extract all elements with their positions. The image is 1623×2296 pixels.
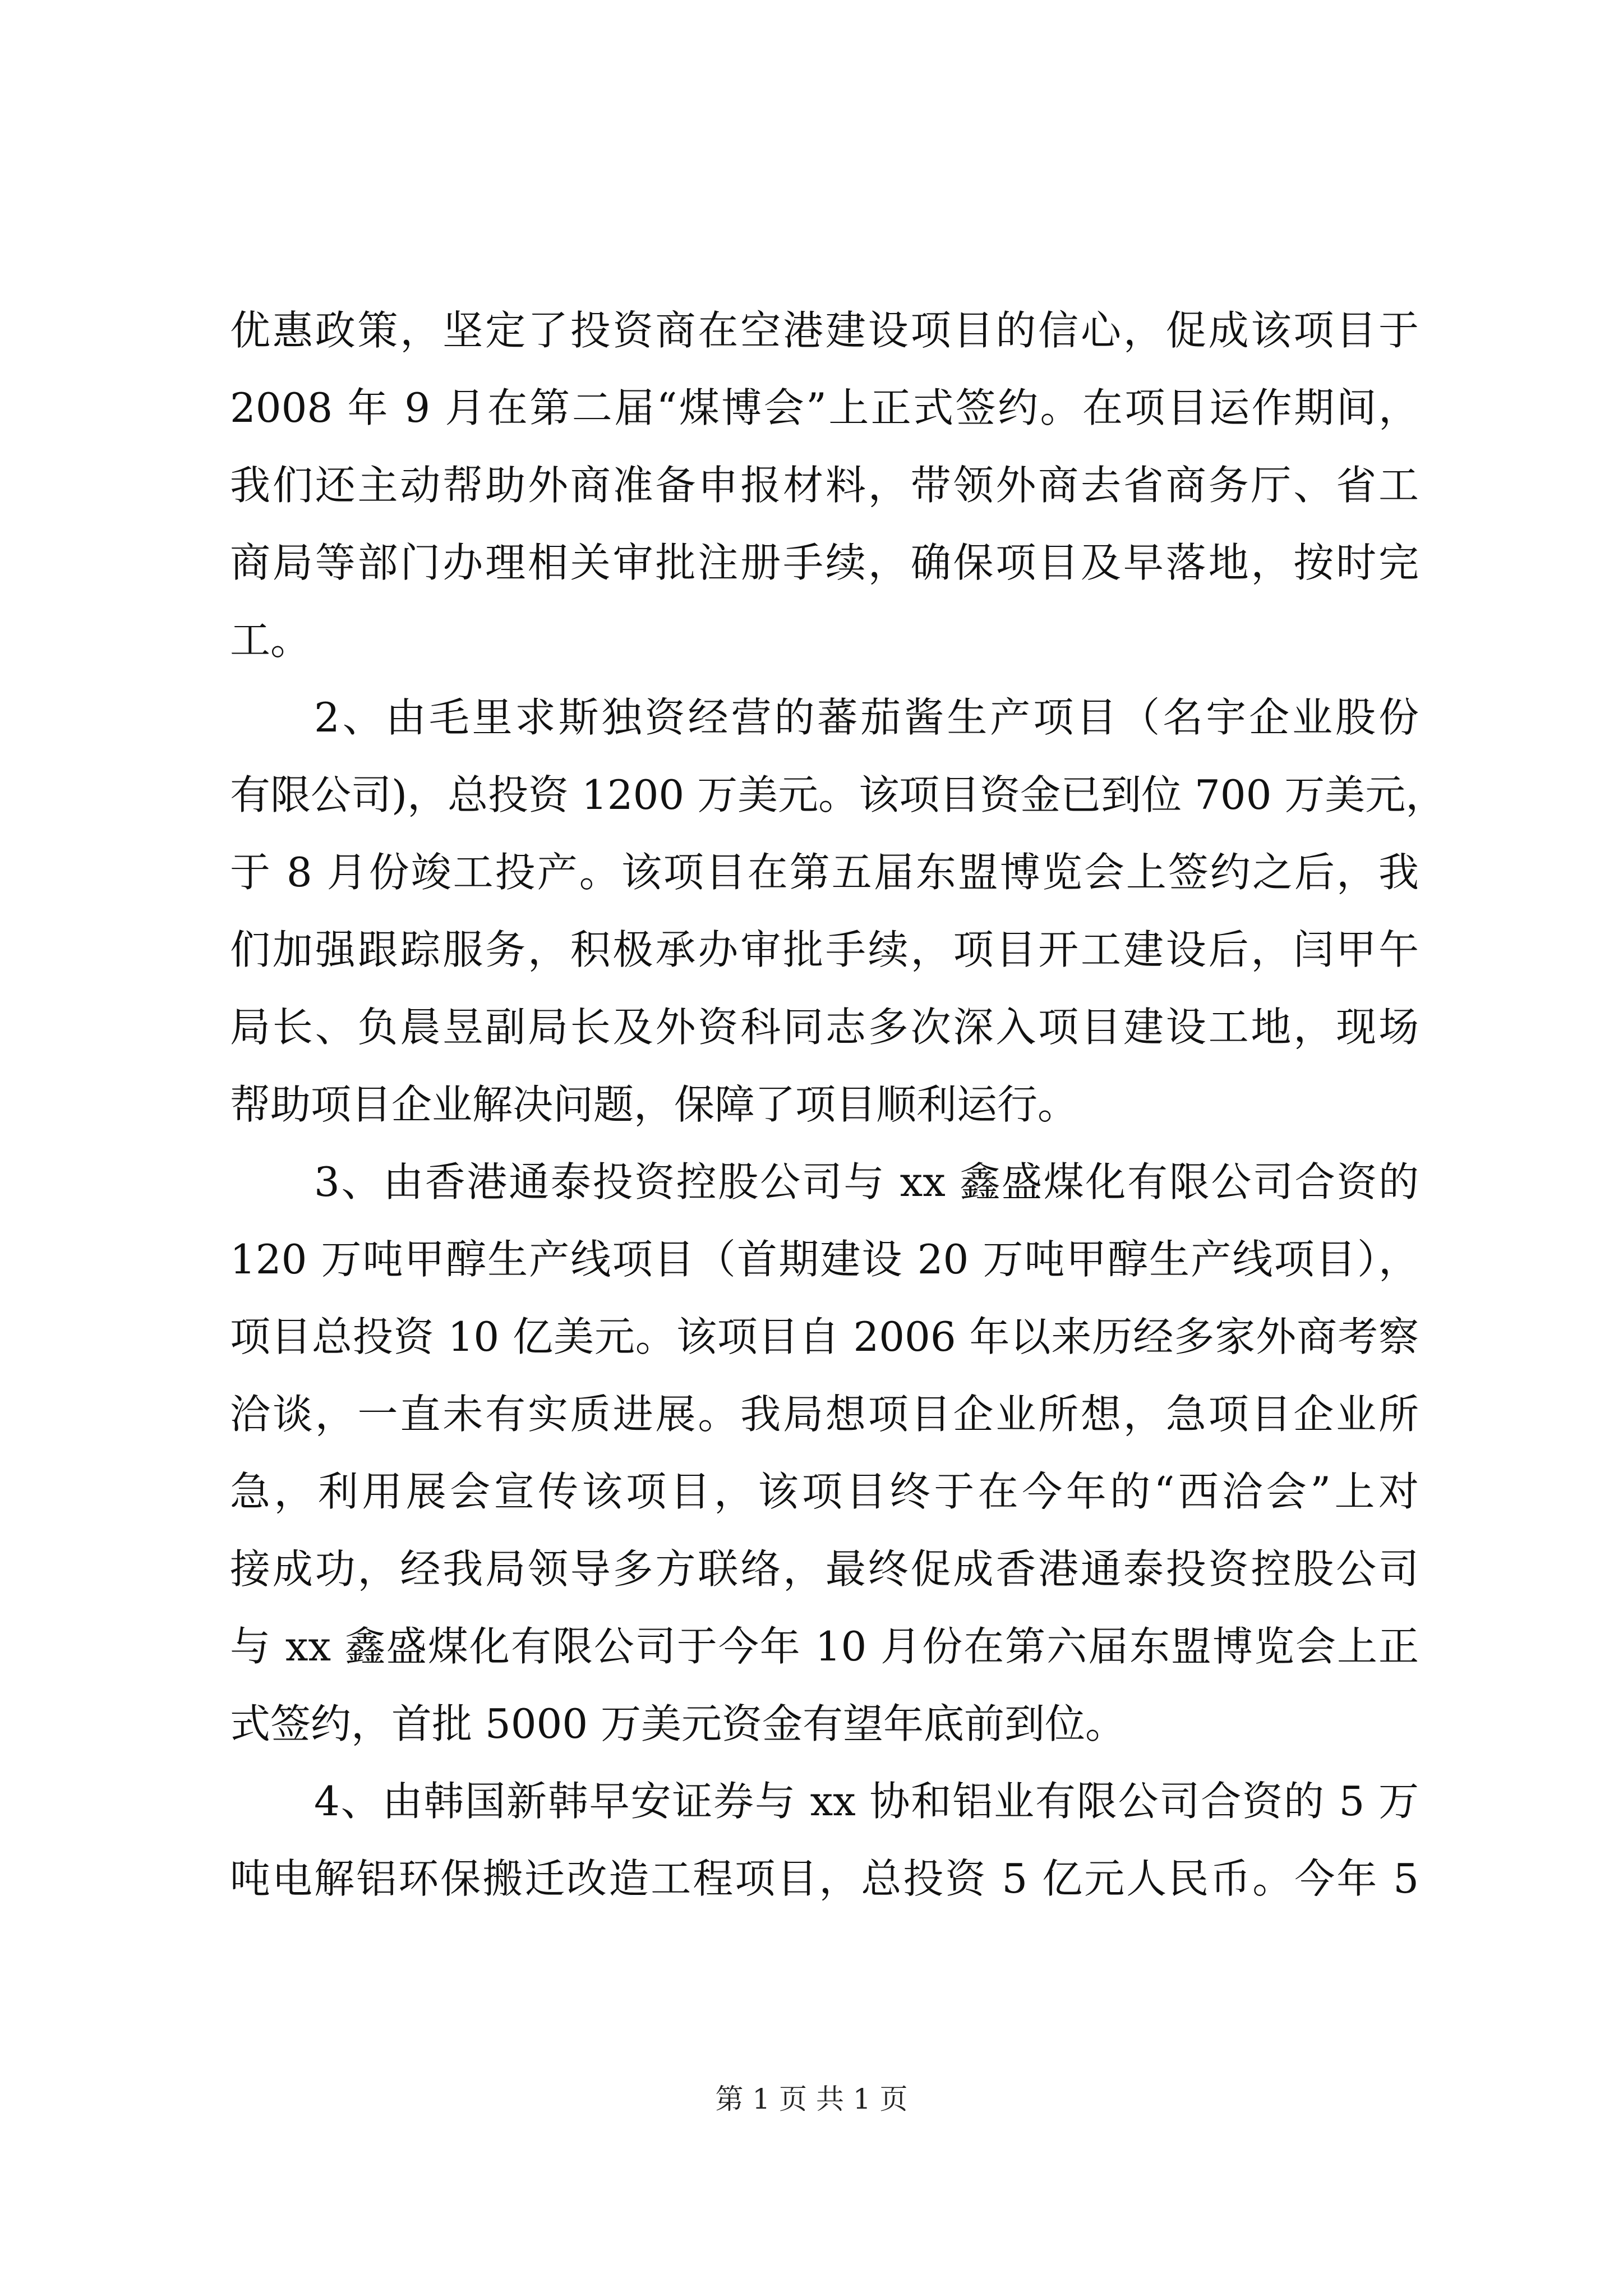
text-line: 有限公司)，总投资 1200 万美元。该项目资金已到位 700 万美元， (230, 771, 1446, 818)
paragraph (230, 1763, 1419, 1917)
text-line: 与 xx 鑫盛煤化有限公司于今年 10 月份在第六届东盟博览会上正 (230, 1623, 1419, 1670)
text-line: 于 8 月份竣工投产。该项目在第五届东盟博览会上签约之后，我 (230, 849, 1419, 896)
text-line: 4、由韩国新韩早安证券与 xx 协和铝业有限公司合资的 5 万 (314, 1778, 1419, 1825)
text-line: 局长、负晨昱副局长及外资科同志多次深入项目建设工地，现场 (230, 1004, 1419, 1051)
paragraph (230, 1143, 1419, 1763)
text-line: 3、由香港通泰投资控股公司与 xx 鑫盛煤化有限公司合资的 (314, 1158, 1419, 1205)
text-line: 工。 (230, 616, 311, 664)
text-line: 们加强跟踪服务，积极承办审批手续，项目开工建设后，闫甲午 (230, 926, 1419, 973)
text-line: 式签约，首批 5000 万美元资金有望年底前到位。 (230, 1700, 1126, 1747)
text-line: 商局等部门办理相关审批注册手续，确保项目及早落地，按时完 (230, 539, 1419, 586)
paragraph (230, 679, 1446, 1143)
page-footer: 第 1 页 共 1 页 (715, 2083, 908, 2115)
text-line: 2、由毛里求斯独资经营的蕃茄酱生产项目（名宇企业股份 (314, 694, 1419, 741)
text-line: 2008 年 9 月在第二届“煤博会”上正式签约。在项目运作期间， (230, 384, 1419, 431)
body-text (230, 292, 1446, 1917)
paragraph (230, 292, 1419, 679)
text-line: 120 万吨甲醇生产线项目（首期建设 20 万吨甲醇生产线项目）， (230, 1236, 1419, 1283)
text-line: 我们还主动帮助外商准备申报材料，带领外商去省商务厅、省工 (230, 462, 1419, 509)
text-line: 接成功，经我局领导多方联络，最终促成香港通泰投资控股公司 (230, 1545, 1419, 1593)
text-line: 优惠政策，坚定了投资商在空港建设项目的信心，促成该项目于 (230, 307, 1419, 354)
text-line: 急，利用展会宣传该项目，该项目终于在今年的“西洽会”上对 (230, 1468, 1419, 1515)
text-line: 洽谈，一直未有实质进展。我局想项目企业所想，急项目企业所 (230, 1391, 1419, 1438)
text-line: 帮助项目企业解决问题，保障了项目顺利运行。 (230, 1081, 1078, 1128)
text-line: 吨电解铝环保搬迁改造工程项目，总投资 5 亿元人民币。今年 5 (230, 1855, 1419, 1902)
text-line: 项目总投资 10 亿美元。该项目自 2006 年以来历经多家外商考察 (230, 1313, 1419, 1360)
